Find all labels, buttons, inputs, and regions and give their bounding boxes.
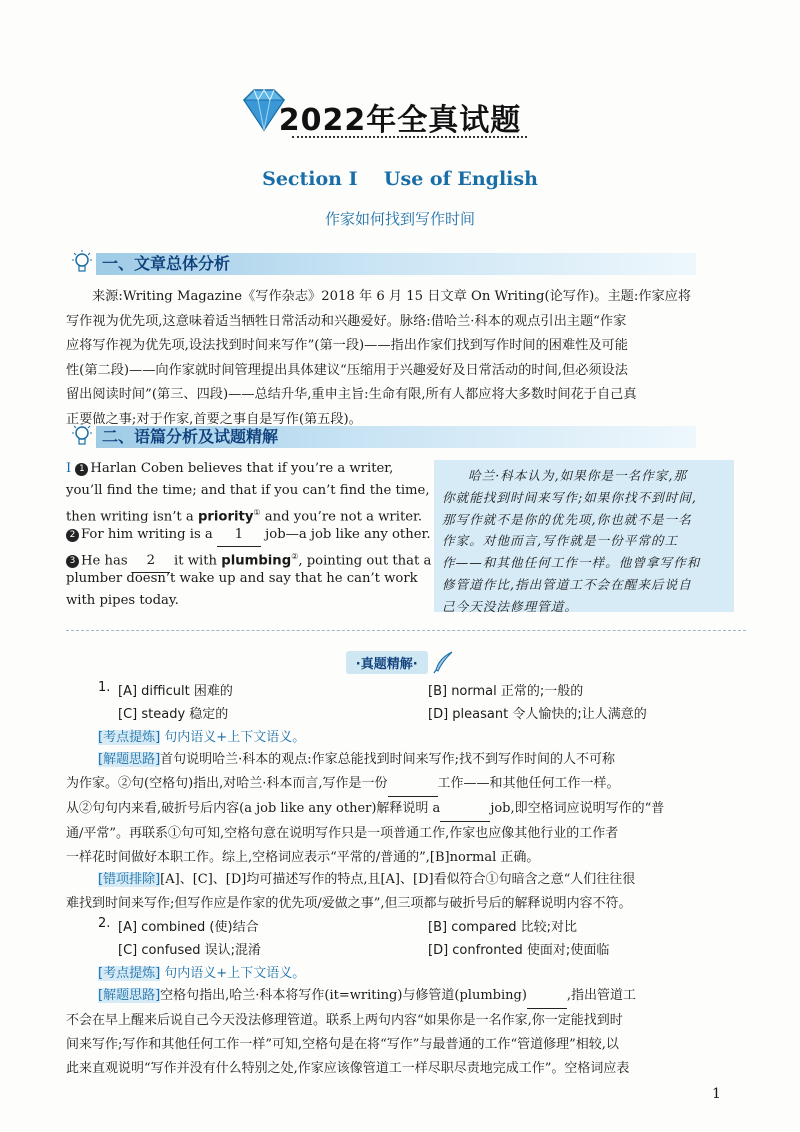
translation-line: 你就能找到时间来写作;如果你找不到时间,: [442, 489, 697, 505]
part2-heading: 二、语篇分析及试题精解: [102, 427, 279, 446]
overview-line: 留出阅读时间”(第三、四段)——总结升华,重申主旨:生命有限,所有人都应将大多数时间花于自己真: [66, 387, 637, 402]
think-text: job,即空格词应说明写作的“普: [490, 801, 665, 816]
keypoint-text: 句内语义+上下文语义。: [164, 730, 306, 745]
exclusion-tag: [错项排除]: [98, 872, 161, 887]
translation-line: 作家。对他而言,写作就是一份平常的工: [442, 533, 679, 549]
q2-number: 2.: [98, 916, 111, 931]
passage-line: [66, 546, 432, 569]
sentence-number: 3: [66, 555, 79, 568]
think-text: 为作家。②句(空格句)指出,对哈兰·科本而言,写作是一份: [66, 776, 388, 791]
page-title: 2022年全真试题: [278, 103, 522, 138]
passage-line: plumber doesn’t wake up and say that he can’t work: [66, 571, 418, 586]
q2-option-a: [A] combined (使)结合: [118, 920, 259, 935]
q2-thinking: [66, 984, 746, 1081]
passage-line: [66, 458, 428, 480]
think-blank: [527, 984, 567, 1009]
passage-text: and you’re not a writer.: [264, 509, 423, 525]
exclude-text: [A]、[C]、[D]均可描述写作的特点,且[A]、[D]看似符合①句暗含之意“人们往往很: [160, 872, 636, 887]
q1-option-d: [D] pleasant 令人愉快的;让人满意的: [428, 707, 647, 722]
analysis-label: [0, 650, 800, 674]
overview-paragraph: [66, 285, 746, 432]
passage-text: Harlan Coben believes that if you’re a writer,: [90, 461, 394, 476]
think-text: 空格句指出,哈兰·科本将写作(it=writing)与修管道(plumbing): [160, 988, 527, 1003]
think-text: 从②句句内来看,破折号后内容(a job like any other)解释说明 a: [66, 801, 441, 816]
passage-line: [66, 502, 428, 524]
passage-line: with pipes today.: [66, 593, 179, 608]
passage-line: [66, 524, 431, 546]
section-divider: [66, 630, 746, 631]
page-number: 1: [712, 1086, 721, 1102]
q1-thinking: [66, 748, 746, 870]
translation-box: [434, 460, 734, 612]
translation-line: 作——和其他任何工作一样。他曾拿写作和: [442, 555, 701, 571]
translation-line: 修管道作比,指出管道工不会在醒来后说自: [442, 576, 692, 592]
note-marker: ②: [291, 552, 299, 561]
exclude-line: [66, 868, 746, 892]
overview-line: 写作视为优先项,这意味着适当牺牲日常活动和兴趣爱好。脉络:借哈兰·科本的观点引出主题“作家: [66, 313, 627, 329]
passage-text: For him writing is a: [81, 527, 213, 542]
blank-2: 2: [132, 550, 170, 573]
q2-option-b: [B] compared 比较;对比: [428, 920, 577, 935]
sentence-number: 2: [66, 529, 79, 542]
think-line: [66, 772, 746, 797]
sentence-number: 1: [75, 463, 88, 476]
passage-line: you’ll find the time; and that if you can’t find the time,: [66, 483, 430, 498]
passage-text: then writing isn’t a: [66, 509, 194, 525]
q2-keypoint: [98, 962, 305, 981]
part1-heading-bar: [96, 253, 696, 275]
passage-text: it with: [174, 553, 218, 569]
q1-option-b: [B] normal 正常的;一般的: [428, 684, 584, 699]
overview-line: 正要做之事;对于作家,首要之事自是写作(第五段)。: [66, 411, 362, 427]
section-heading: Section Ⅰ Use of English: [262, 168, 538, 190]
think-text: ,指出管道工: [566, 988, 637, 1003]
thinking-tag: [解题思路]: [98, 752, 161, 767]
keypoint-text: 句内语义+上下文语义。: [164, 966, 306, 981]
think-text: 首句说明哈兰·科本的观点:作家总能找到时间来写作;找不到写作时间的人不可称: [160, 752, 616, 767]
keypoint-tag: [考点提炼]: [98, 966, 161, 981]
translation-line: 己今天没法修理管道。: [442, 598, 578, 614]
q2-option-d: [D] confronted 使面对;使面临: [428, 943, 610, 958]
think-blank: [440, 797, 490, 822]
translation-line: 哈兰·科本认为,如果你是一名作家,那: [468, 468, 687, 483]
lightbulb-icon: [70, 423, 94, 449]
title-underline: [292, 136, 527, 138]
think-blank: [388, 772, 438, 797]
q1-exclusion: [66, 868, 746, 916]
q1-option-c: [C] steady 稳定的: [118, 707, 229, 722]
paragraph-mark: Ⅰ: [66, 461, 72, 476]
exclude-line: 难找到时间来写作;但写作应是作家的优先项/爱做之事”,但三项都与破折号后的解释说明内容不符。: [66, 896, 632, 911]
passage-english: [66, 458, 432, 612]
part1-heading: 一、文章总体分析: [102, 254, 231, 273]
think-line: [66, 748, 746, 772]
analysis-label-text: ·真题精解·: [346, 651, 428, 674]
q1-keypoint: [98, 726, 305, 745]
overview-line: 性(第二段)——向作家就时间管理提出具体建议“压缩用于兴趣爱好及日常活动的时间,但必须设法: [66, 362, 628, 378]
overview-line: 来源:Writing Magazine《写作杂志》2018 年 6 月 15 日文章 On Writing(论写作)。主题:作家应将: [92, 289, 692, 304]
q1-option-a: [A] difficult 困难的: [118, 684, 233, 699]
think-line: 通/平常”。再联系①句可知,空格句意在说明写作只是一项普通工作,作家也应像其他行业的工作者: [66, 826, 619, 841]
lightbulb-icon: [70, 250, 94, 276]
overview-line: 应将写作视为优先项,设法找到时间来写作”(第一段)——指出作家们找到写作时间的困难性及可能: [66, 338, 628, 353]
think-line: [66, 797, 746, 822]
think-line: 此来直观说明“写作并没有什么特别之处,作家应该像管道工一样尽职尽责地完成工作”。空格词应表: [66, 1061, 630, 1076]
passage-text: He has: [81, 553, 128, 569]
think-line: 不会在早上醒来后说自己今天没法修理管道。联系上两句内容“如果你是一名作家,你一定能找到时: [66, 1013, 623, 1028]
think-line: [66, 984, 746, 1009]
keyword-plumbing: plumbing: [221, 553, 292, 569]
part2-heading-bar: [96, 426, 696, 448]
passage-text: job—a job like any other.: [265, 527, 431, 542]
article-subtitle: 作家如何找到写作时间: [324, 210, 475, 228]
note-marker: ①: [253, 508, 261, 517]
think-text: 工作——和其他任何工作一样。: [437, 776, 620, 791]
translation-line: 那写作就不是你的优先项,你也就不是一名: [442, 511, 692, 527]
q2-option-c: [C] confused 误认;混淆: [118, 943, 262, 958]
passage-text: , pointing out that a: [298, 553, 432, 569]
think-line: 间来写作;写作和其他任何工作一样”可知,空格句是在将“写作”与最普通的工作“管道修理”相较,以: [66, 1037, 619, 1052]
quill-icon: [432, 650, 454, 674]
keypoint-tag: [考点提炼]: [98, 730, 161, 745]
thinking-tag: [解题思路]: [98, 988, 161, 1003]
q1-number: 1.: [98, 680, 111, 695]
blank-1: 1: [217, 524, 261, 547]
keyword-priority: priority: [197, 509, 254, 525]
think-line: 一样花时间做好本职工作。综上,空格词应表示“平常的/普通的”,[B]normal 正确。: [66, 850, 540, 865]
